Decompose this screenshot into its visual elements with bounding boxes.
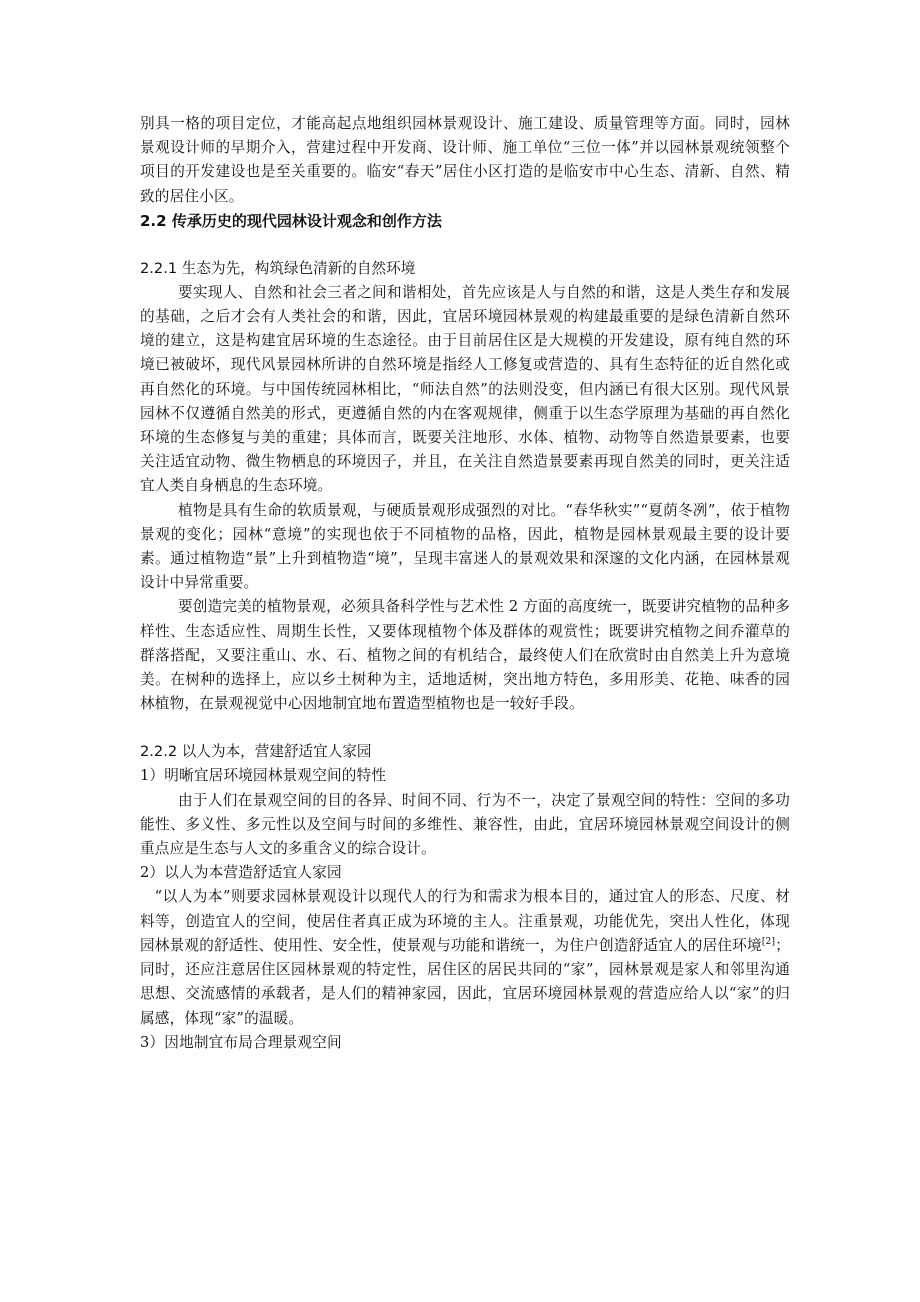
subsection-heading-2-2-2 [140, 740, 790, 764]
list-item-label: 2）以人为本营造舒适宜人家园 [140, 864, 342, 882]
subsection-number: 2.2.1 [140, 259, 178, 277]
list-item-label: 1）明晰宜居环境园林景观空间的特性 [140, 767, 387, 785]
spacer [140, 716, 790, 740]
section-title: 传承历史的现代园林设计观念和创作方法 [171, 211, 442, 230]
section-heading-2-2 [140, 209, 790, 233]
subsection-title: 以人为本，营建舒适宜人家园 [181, 743, 372, 761]
body-paragraph [140, 885, 790, 1030]
subsection-title: 生态为先，构筑绿色清新的自然环境 [181, 259, 416, 277]
body-paragraph: 植物是具有生命的软质景观，与硬质景观形成强烈的对比。“春华秋实”“夏荫冬冽”，依于植物景观的变化；园林“意境”的实现也依于不同植物的品格，因此，植物是园林景观最主要的设计要素。通过植物造“景”上升到植物造“境”，呈现丰富迷人的景观效果和深邃的文化内涵，在园林景观设计中异常重要。 [140, 501, 790, 592]
document-page [140, 112, 790, 1055]
section-number: 2.2 [140, 211, 167, 230]
body-paragraph: 由于人们在景观空间的目的各异、时间不同、行为不一，决定了景观空间的特性：空间的多功能性、多义性、多元性以及空间与时间的多维性、兼容性，由此，宜居环境园林景观空间设计的侧重点应是生态与人文的多重含义的综合设计。 [140, 791, 790, 858]
subsection-number: 2.2.2 [140, 743, 178, 761]
citation-reference: [2] [761, 937, 776, 948]
list-item-label: 3）因地制宜布局合理景观空间 [140, 1033, 342, 1051]
subsection-heading-2-2-1 [140, 257, 790, 281]
spacer [140, 233, 790, 257]
body-paragraph: 要实现人、自然和社会三者之间和谐相处，首先应该是人与自然的和谐，这是人类生存和发展的基础，之后才会有人类社会的和谐，因此，宜居环境园林景观的构建最重要的是绿色清新自然环境的建立，这是构建宜居环境的生态途径。由于目前居住区是大规模的开发建设，原有纯自然的环境已被破坏，现代风景园林所讲的自然环境是指经人工修复或营造的、具有生态特征的近自然化或再自然化的环境。与中国传统园林相比，“师法自然”的法则没变，但内涵已有很大区别。现代风景园林不仅遵循自然美的形式，更遵循自然的内在客观规律，侧重于以生态学原理为基础的再自然化环境的生态修复与美的重建；具体而言，既要关注地形、水体、植物、动物等自然造景要素，也要关注适宜动物、微生物栖息的环境因子，并且，在关注自然造景要素再现自然美的同时，更关注适宜人类自身栖息的生态环境。 [140, 283, 790, 495]
intro-paragraph: 别具一格的项目定位，才能高起点地组织园林景观设计、施工建设、质量管理等方面。同时，园林景观设计师的早期介入，营建过程中开发商、设计师、施工单位“三位一体”并以园林景观统领整个项目的开发建设也是至关重要的。临安“春天”居住小区打造的是临安市中心生态、清新、自然、精致的居住小区。 [140, 115, 790, 205]
paragraph-text: ；同时，还应注意居住区园林景观的特定性，居住区的居民共同的“家”，园林景观是家人和邻里沟通思想、交流感情的承载者，是人们的精神家园，因此，宜居环境园林景观的营造应给人以“家”的归属感，体现“家”的温暖。 [140, 936, 790, 1027]
paragraph-text: “以人为本”则要求园林景观设计以现代人的行为和需求为根本目的，通过宜人的形态、尺度、材料等，创造宜人的空间，使居住者真正成为环境的主人。注重景观，功能优先，突出人性化，体现园林景观的舒适性、使用性、安全性，使景观与功能和谐统一，为住户创造舒适宜人的居住环境 [140, 888, 790, 954]
body-paragraph: 要创造完美的植物景观，必须具备科学性与艺术性 2 方面的高度统一，既要讲究植物的品种多样性、生态适应性、周期生长性，又要体现植物个体及群体的观赏性；既要讲究植物之间乔灌草的群落搭配，又要注重山、水、石、植物之间的有机结合，最终使人们在欣赏时由自然美上升为意境美。在树种的选择上，应以乡土树种为主，适地适树，突出地方特色，多用形美、花艳、味香的园林植物，在景观视觉中心因地制宜地布置造型植物也是一较好手段。 [140, 598, 790, 713]
